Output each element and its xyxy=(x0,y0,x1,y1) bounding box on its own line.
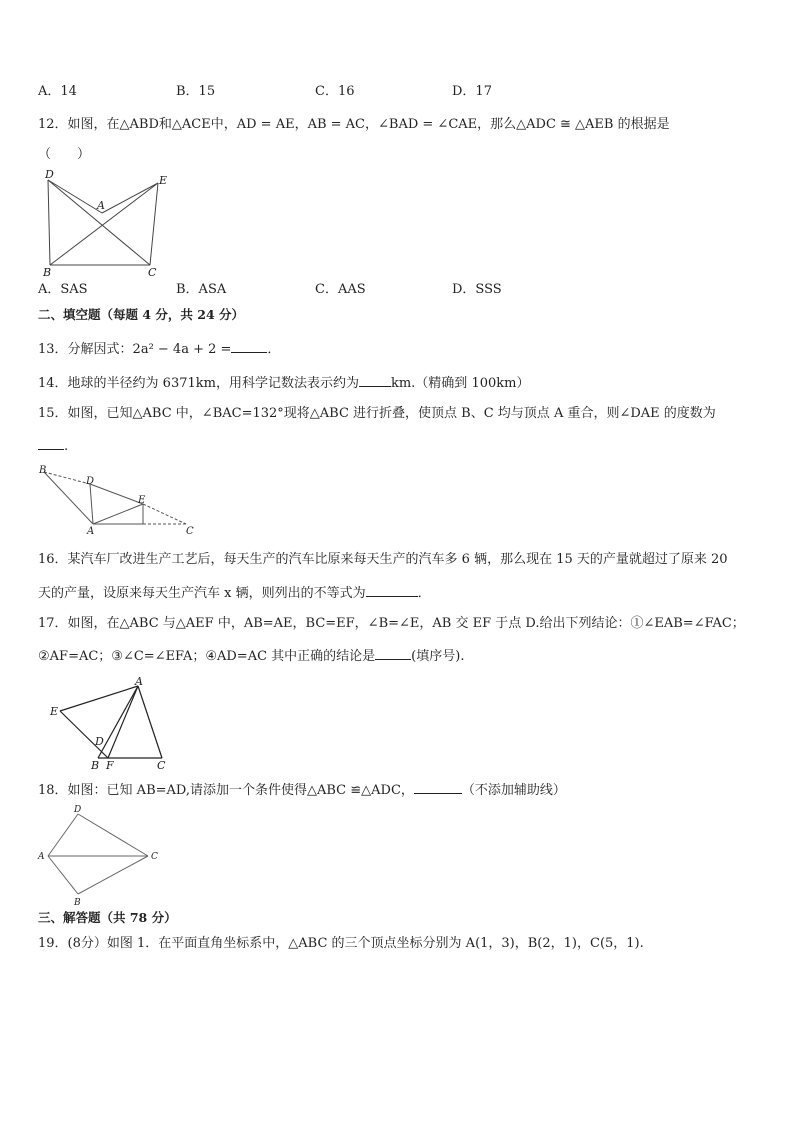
q16-line1: 16．某汽车厂改进生产工艺后，每天生产的汽车比原来每天生产的汽车多 6 辆，那么现在 15 天的产量就超过了原来 20 xyxy=(38,552,728,567)
q17-post: (填序号). xyxy=(411,649,465,664)
q17-line2 xyxy=(38,646,464,666)
q16-line2 xyxy=(38,583,431,603)
q14 xyxy=(38,373,529,393)
q18-label-c: C xyxy=(151,852,158,862)
q12-label-b: B xyxy=(43,266,52,279)
q17-label-c: C xyxy=(157,759,166,772)
q12-option-b: B．ASA xyxy=(176,282,227,297)
q12-option-d: D．SSS xyxy=(452,282,502,297)
q18-label-b: B xyxy=(74,898,81,908)
q17-figure xyxy=(38,676,178,772)
q12-stem: 12．如图，在△ABD和△ACE中，AD = AE，AB = AC，∠BAD = ∠CAE，那么△ADC ≅ △AEB 的根据是 xyxy=(38,117,670,132)
q12-option-c: C．AAS xyxy=(315,282,366,297)
q18-label-d: D xyxy=(74,805,82,815)
q16-stem: 天的产量，设原来每天生产汽车 x 辆，则列出的不等式为 xyxy=(38,586,366,601)
q11-option-c: C．16 xyxy=(315,84,355,99)
q15-answer-line xyxy=(38,436,68,456)
q12-label-a: A xyxy=(97,199,105,212)
q17-label-a: A xyxy=(135,675,143,688)
q15-label-a: A xyxy=(87,526,95,537)
q18-figure xyxy=(34,802,164,910)
q15-label-e: E xyxy=(138,495,146,506)
q11-option-b: B．15 xyxy=(176,84,216,99)
q12-option-a: A．SAS xyxy=(38,282,88,297)
q12-label-e: E xyxy=(159,174,168,187)
q15-label-d: D xyxy=(86,476,95,487)
q19-stem: 19．(8分）如图 1．在平面直角坐标系中，△ABC 的三个顶点坐标分别为 A(1，3)，B(2，1)，C(5，1). xyxy=(38,936,644,951)
q18 xyxy=(38,780,566,800)
q13-stem: 13．分解因式：2a² − 4a + 2 = xyxy=(38,342,232,357)
q14-stem: 14．地球的半径约为 6371km，用科学记数法表示约为 xyxy=(38,376,359,391)
q17-label-d: D xyxy=(95,735,104,748)
q12-figure xyxy=(38,168,178,278)
q17-line1: 17．如图，在△ABC 与△AEF 中，AB=AE，BC=EF，∠B=∠E，AB 交 EF 于点 D.给出下列结论：①∠EAB=∠FAC； xyxy=(38,616,745,631)
q12-label-d: D xyxy=(45,168,54,181)
q12-paren: （ ） xyxy=(38,147,91,162)
q18-post: （不添加辅助线） xyxy=(461,783,566,798)
q13-answer-blank[interactable] xyxy=(231,339,267,353)
q17-label-b: B xyxy=(91,759,100,772)
q12-label-c: C xyxy=(148,266,157,279)
q15-post: . xyxy=(64,439,69,454)
q13-post: ． xyxy=(267,342,281,357)
q17-stem: ②AF=AC；③∠C=∠EFA；④AD=AC 其中正确的结论是 xyxy=(38,649,376,664)
q15-label-b: B xyxy=(39,465,47,476)
q18-answer-blank[interactable] xyxy=(414,780,462,794)
q17-label-e: E xyxy=(50,705,59,718)
q18-stem: 18．如图：已知 AB=AD,请添加一个条件使得△ABC ≌△ADC， xyxy=(38,783,414,798)
section-fill-in-title: 二、填空题（每题 4 分，共 24 分） xyxy=(38,307,245,322)
q11-option-a: A．14 xyxy=(38,84,77,99)
section-solve-title: 三、解答题（共 78 分） xyxy=(38,910,177,925)
q16-answer-blank[interactable] xyxy=(366,583,418,597)
q15-answer-blank[interactable] xyxy=(38,436,64,450)
q15-label-c: C xyxy=(186,526,194,537)
q16-post: ． xyxy=(417,586,431,601)
q15-stem: 15．如图，已知△ABC 中，∠BAC=132°现将△ABC 进行折叠，使顶点 B、C 均与顶点 A 重合，则∠DAE 的度数为 xyxy=(38,406,716,421)
q14-post: km.（精确到 100km） xyxy=(390,376,530,391)
q14-answer-blank[interactable] xyxy=(359,373,391,387)
q13 xyxy=(38,339,280,359)
q15-figure xyxy=(38,462,198,537)
q17-answer-blank[interactable] xyxy=(375,646,411,660)
q11-option-d: D．17 xyxy=(452,84,492,99)
q18-label-a: A xyxy=(38,852,45,862)
q17-label-f: F xyxy=(106,759,114,772)
